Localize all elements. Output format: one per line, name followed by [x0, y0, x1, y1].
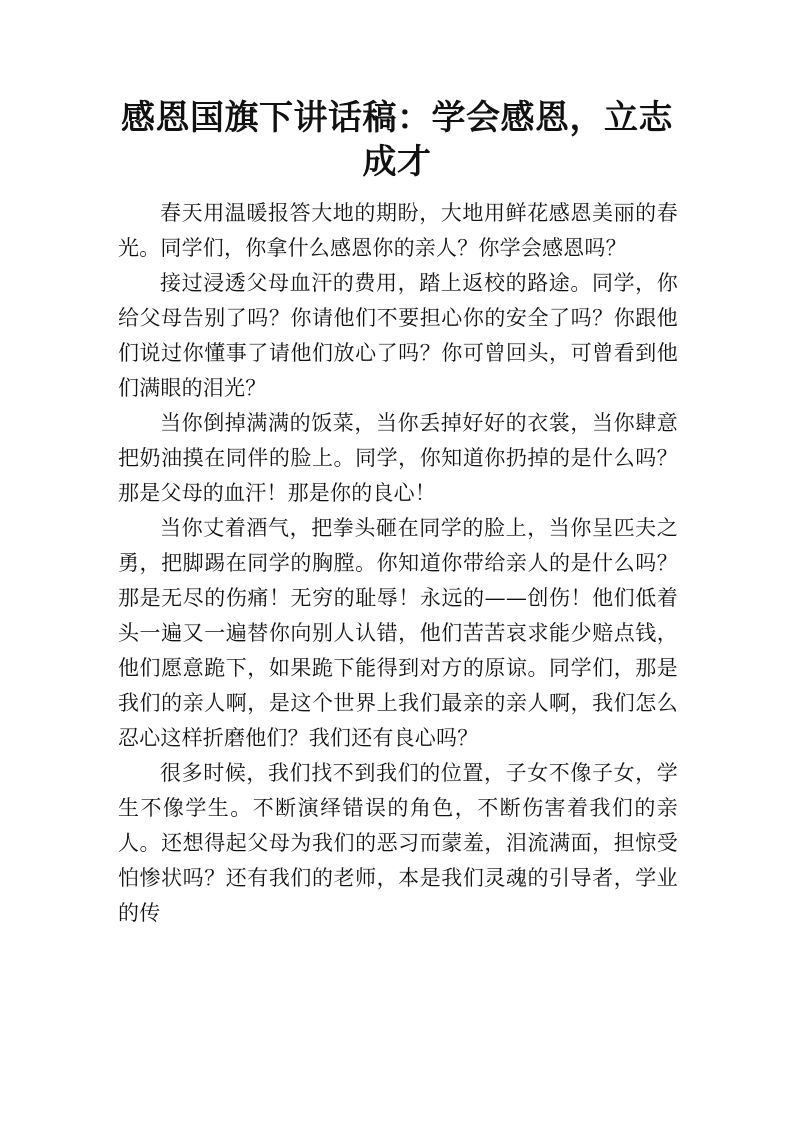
document-body: [118, 196, 678, 931]
paragraph-1: 春天用温暖报答大地的期盼，大地用鲜花感恩美丽的春光。同学们，你拿什么感恩你的亲人？你学会感恩吗？: [118, 201, 678, 260]
paragraph-2: 接过浸透父母血汗的费用，踏上返校的路途。同学，你给父母告别了吗？你请他们不要担心你的安全了吗？你跟他们说过你懂事了请他们放心了吗？你可曾回头，可曾看到他们满眼的泪光？: [118, 271, 678, 400]
page-title: 感恩国旗下讲话稿：学会感恩，立志成才: [121, 98, 673, 182]
paragraph-5: 很多时候，我们找不到我们的位置，子女不像子女，学生不像学生。不断演绎错误的角色，不断伤害着我们的亲人。还想得起父母为我们的恶习而蒙羞，泪流满面，担惊受怕惨状吗？还有我们的老师，本是我们灵魂的引导者，学业的传: [118, 761, 678, 925]
paragraph-4: 当你丈着酒气，把拳头砸在同学的脸上，当你呈匹夫之勇，把脚踢在同学的胸膛。你知道你带给亲人的是什么吗？那是无尽的伤痛！无穷的耻辱！永远的——创伤！他们低着头一遍又一遍替你向别人认错，他们苦苦哀求能少赔点钱，他们愿意跪下，如果跪下能得到对方的原谅。同学们，那是我们的亲人啊，是这个世界上我们最亲的亲人啊，我们怎么忍心这样折磨他们？我们还有良心吗？: [118, 516, 678, 750]
paragraph-3: 当你倒掉满满的饭菜，当你丢掉好好的衣裳，当你肆意把奶油摸在同伴的脸上。同学，你知道你扔掉的是什么吗？那是父母的血汗！那是你的良心！: [118, 411, 678, 505]
